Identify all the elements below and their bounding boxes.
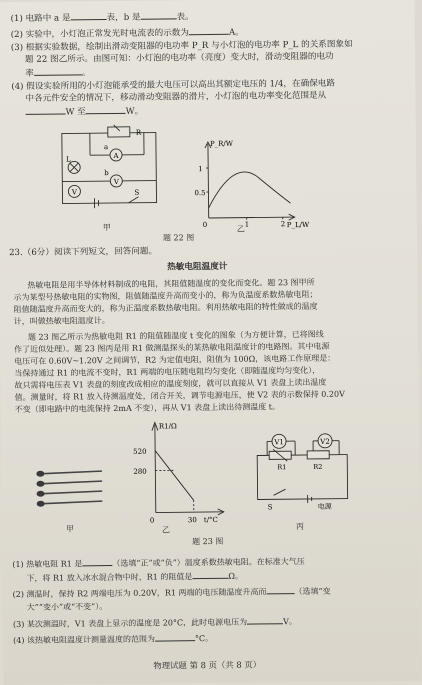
answer-blank[interactable] — [247, 615, 283, 624]
q22-4-line1: (4) 假设实验所用的小灯泡能承受的最大电压可以高出其额定电压的 1/4，在确保电路 — [11, 79, 335, 93]
graph23-ytick-520: 520 — [133, 448, 146, 456]
q22-3-line1: (3) 根据实验数据，绘制出滑动变阻器的电功率 P_R 与小灯泡的电功率 P_L 的关系图象如 — [11, 39, 353, 54]
q22-3-line3 — [25, 66, 90, 80]
graph22-ytick-05: 0.5 — [194, 189, 205, 197]
page-footer: 物理试题 第 8 页（共 8 页） — [153, 659, 261, 671]
q23-1-line1 — [12, 555, 305, 570]
circuit23-label-v1: V1 — [273, 438, 284, 446]
answer-blank[interactable] — [140, 10, 176, 19]
circuit23-label-r1: R1 — [277, 463, 286, 471]
q23-para2-line3: 电压可在 0.60V~1.20V 之间调节，R2 为定值电阻，阻值为 100Ω，该电路工作原理是： — [14, 353, 335, 367]
answer-blank[interactable] — [82, 557, 112, 566]
graph22-ytick-1: 1 — [198, 165, 203, 173]
q23-3-text-a: (3) 某次测温时，V1 表盘上显示的温度是 20°C，此时电源电压为 — [13, 618, 247, 629]
graph22-xtick-1: 1 — [245, 221, 250, 229]
figure22-circuit — [54, 124, 165, 220]
circuit-label-b: b — [104, 169, 109, 177]
q22-1-prefix: (1) 电路中 a 是 — [11, 13, 71, 24]
q23-1-line2 — [26, 570, 243, 584]
q23-title: 热敏电阻温度计 — [167, 262, 227, 274]
answer-blank[interactable] — [189, 26, 229, 35]
q22-3-line2: 题 22 图乙所示。由图可知：小灯泡的电功率（亮度）变大时，滑动变阻器的电功 — [25, 52, 334, 66]
circuit-label-V: V — [113, 178, 120, 186]
q22-3-end: 。 — [82, 68, 91, 78]
q23-1-text-d: Ω。 — [228, 572, 243, 581]
q23-1-text-b: （选填“正”或“负”）温度系数热敏电阻。在标准大气压 — [112, 557, 304, 568]
graph23-ylabel: R1/Ω — [159, 422, 177, 430]
q22-2-unit: A。 — [229, 28, 244, 38]
q22-1-suffix: 表。 — [176, 12, 193, 22]
circuit-label-A: A — [112, 152, 119, 160]
q22-4-line3 — [26, 105, 144, 119]
q23-para2-line5: 故只需将电压表 V1 表盘的刻度改成相应的温度刻度，就可以直接从 V1 表盘上读出温度 — [14, 377, 326, 391]
figure23-label-jia: 甲 — [66, 523, 74, 534]
circuit-label-a: a — [104, 143, 108, 151]
q23-para2-line6: 值。测量时，将 R1 放入待测温度处，闭合开关，调节电源电压，使 V2 表的示数保持 0.20V — [15, 389, 345, 403]
answer-blank[interactable] — [266, 585, 294, 594]
q22-1-line — [11, 10, 194, 25]
q23-3-line — [13, 615, 297, 630]
circuit23-label-v2: V2 — [319, 438, 330, 446]
q23-3-text-b: V。 — [283, 617, 297, 626]
circuit23-label-power: 电源 — [318, 502, 333, 511]
q23-2-text-b: （选填“变 — [294, 587, 330, 596]
answer-blank[interactable] — [26, 105, 66, 114]
q22-4-line2: 中各元件安全的情况下，移动滑动变阻器的滑片，小灯泡的电功率变化范围是从 — [25, 91, 326, 105]
q23-para2-line4: 当保持通过 R1 的电流不变时，R1 两端的电压随电阻均匀变化（即随温度均匀变化）， — [14, 365, 320, 379]
q23-2-line1 — [13, 585, 331, 600]
graph23-xtick-0: 0 — [150, 517, 155, 525]
q22-1-mid: 表，b 是 — [106, 13, 140, 23]
q23-4-text-a: (4) 该热敏电阻温度计测量温度的范围为 — [13, 635, 155, 645]
q23-para2-line1: 题 23 图乙所示为热敏电阻 R1 的阻值随温度 t 变化的图象（为方便计算，已将图线 — [28, 329, 324, 343]
q22-3-prefix: 率 — [25, 69, 34, 79]
circuit23-label-r2: R2 — [313, 463, 322, 471]
q23-para2-line7: 不变（即电路中的电流保持 2mA 不变），再从 V1 表盘上读出待测温度 t。 — [15, 401, 280, 415]
circuit23-label-s: S — [268, 503, 273, 511]
circuit-label-L: L — [66, 155, 71, 163]
answer-blank[interactable] — [192, 570, 228, 579]
graph22-xtick-2: 2 — [281, 220, 286, 228]
figure23-graph — [129, 416, 230, 529]
graph23-xlabel: t/°C — [204, 516, 218, 524]
answer-blank[interactable] — [155, 632, 195, 641]
figure22-caption: 题 22 图 — [163, 232, 194, 243]
figure22-graph — [194, 137, 305, 230]
q22-4-mid: W 至 — [66, 107, 86, 117]
q23-para1-line4: 计，叫做热敏电阻温度计。 — [14, 315, 110, 327]
q22-2-text: (2) 实验中，小灯泡正常发光时电流表的示数为 — [11, 28, 189, 40]
graph23-xtick-30: 30 — [188, 516, 197, 524]
graph23-ytick-280: 280 — [133, 468, 146, 476]
q23-2-line2: 大”“变小”或“不变”）。 — [27, 601, 108, 613]
q23-para1-line1: 热敏电阻是用半导体材料制成的电阻，其阻值随温度的变化而变化。题 23 图甲所 — [27, 277, 314, 291]
circuit-label-V2: V — [71, 188, 78, 196]
q23-para1-line3: 阻值随温度升高而变大的，称为正温度系数热敏电阻。利用热敏电阻的特性做成的温度 — [14, 301, 318, 315]
q23-4-text-b: °C。 — [195, 634, 213, 643]
q23-para1-line2: 示为某型号热敏电阻的实物图，阻值随温度升高而变小的，称为负温度系数热敏电阻； — [13, 289, 317, 303]
figure22-label-yi: 乙 — [237, 224, 245, 235]
graph22-xtick-0: 0 — [203, 221, 208, 229]
answer-blank[interactable] — [70, 11, 106, 20]
q23-4-line — [13, 632, 213, 646]
q22-4-end: W。 — [126, 107, 144, 117]
answer-blank[interactable] — [34, 66, 82, 76]
figure23-caption: 题 23 图 — [192, 536, 223, 547]
q22-2-line — [11, 26, 244, 41]
q23-2-text-a: (2) 测温时，保持 R2 两端电压为 0.20V，R1 两端的电压随温度升高而 — [13, 587, 267, 599]
figure23-circuit — [247, 428, 360, 517]
graph22-xlabel: P_L/W — [287, 221, 310, 229]
figure22-label-jia: 甲 — [103, 222, 111, 233]
q23-1-text-c: 下，将 R1 放入冰水混合物中时，R1 的阻值是 — [26, 572, 192, 583]
q23-1-text-a: (1) 热敏电阻 R1 是 — [12, 559, 82, 569]
q23-heading: 23.（6分）阅读下列短文，回答问题。 — [9, 247, 157, 260]
figure23-label-bing: 丙 — [296, 521, 304, 532]
figure23-label-yi: 乙 — [162, 524, 170, 535]
thermistor-illustration — [31, 463, 112, 514]
graph22-ylabel: P_R/W — [210, 140, 234, 148]
circuit-label-R: R — [136, 129, 142, 137]
answer-blank[interactable] — [86, 105, 126, 114]
q23-para2-line2: 作了近似处理）。题 23 图丙是用 R1 做测温探头的某热敏电阻温度计的电路图。其中电源 — [14, 341, 330, 355]
circuit-label-S: S — [134, 189, 139, 197]
